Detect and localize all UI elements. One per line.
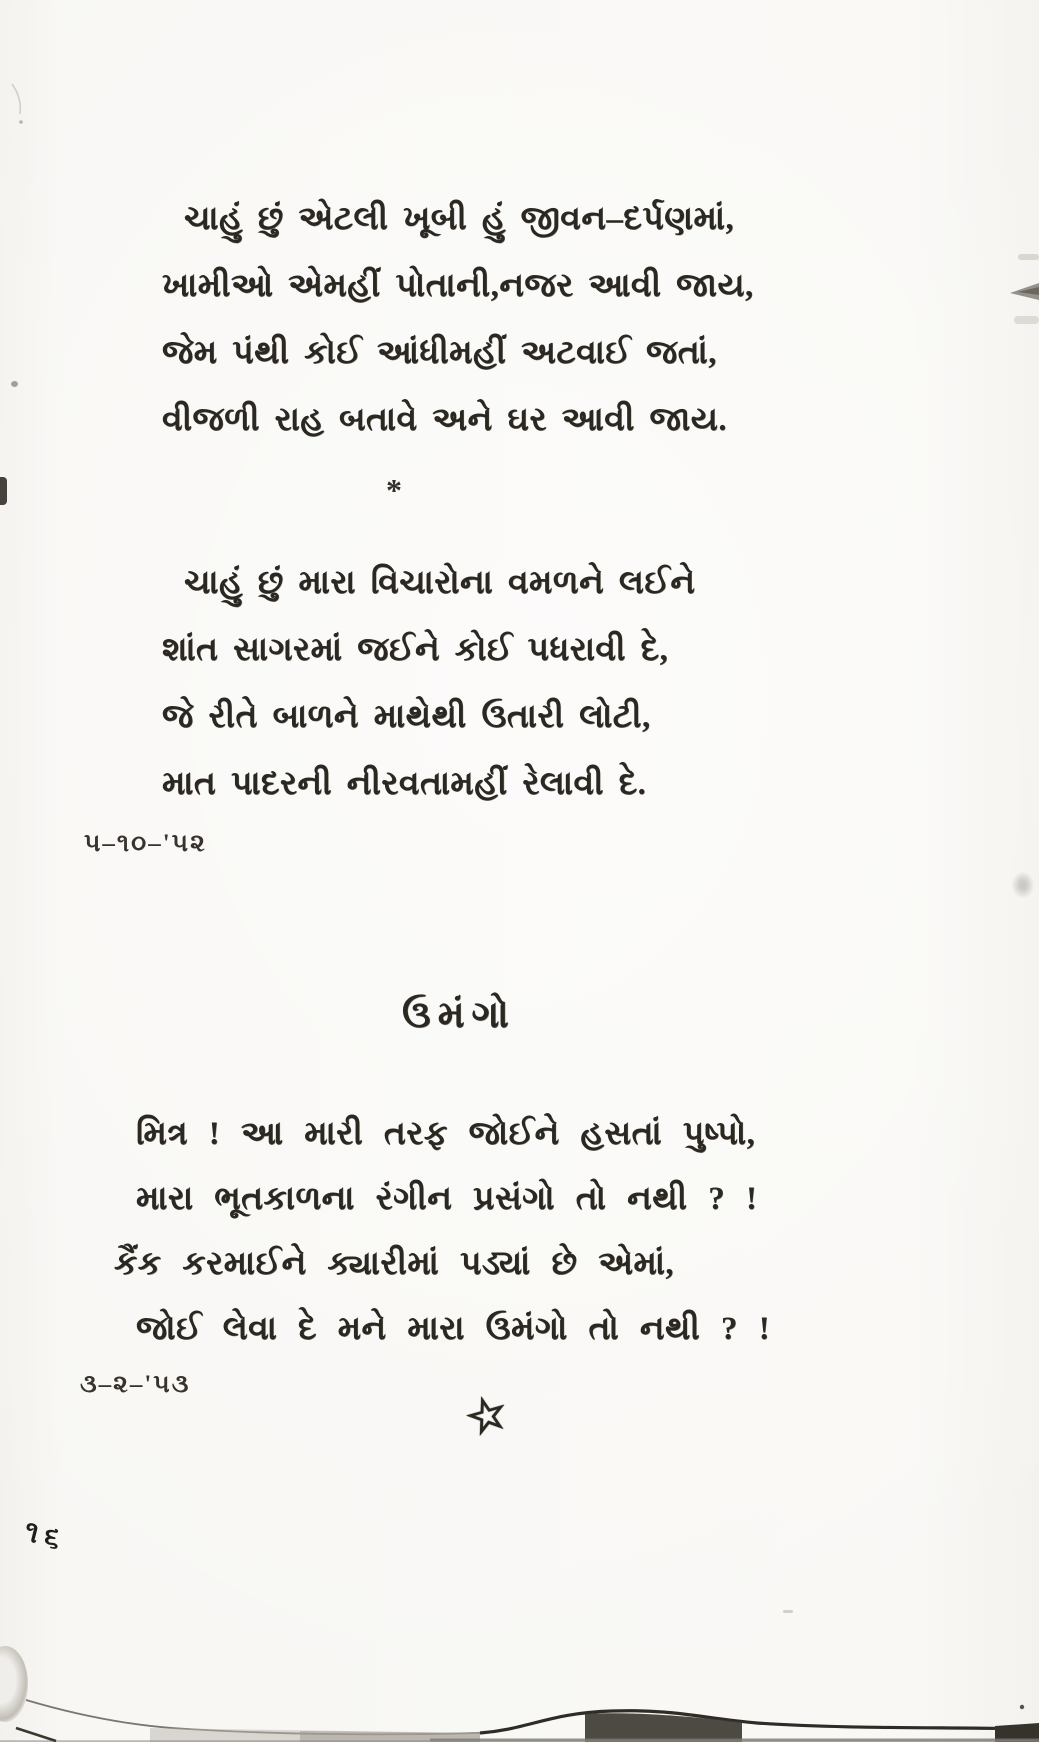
poem-line: જે રીતે બાળને માથેથી ઉતારી લોટી, bbox=[162, 699, 651, 735]
poem-date: ૩–૨–'૫૩ bbox=[80, 1371, 191, 1398]
poem-line: માત પાદરની નીરવતામહીં રેલાવી દે. bbox=[162, 766, 647, 802]
scan-smudge-right-edge bbox=[1000, 248, 1039, 338]
poem-line: વીજળી રાહ બતાવે અને ઘર આવી જાય. bbox=[162, 402, 728, 438]
scan-bottom-shadow bbox=[0, 1682, 1039, 1742]
poem-line: શાંત સાગરમાં જઈને કોઈ પધરાવી દે, bbox=[162, 632, 669, 668]
scan-squiggle-top-left bbox=[4, 80, 44, 136]
poem-line: ખામીઓ એમહીં પોતાની,નજર આવી જાય, bbox=[162, 268, 754, 304]
stanza-separator-asterisk: * bbox=[386, 472, 402, 508]
poem-line: જેમ પંથી કોઈ આંધીમહીં અટવાઈ જતાં, bbox=[162, 335, 717, 371]
poem-date: ૫–૧૦–'૫૨ bbox=[84, 830, 207, 857]
scan-smudge bbox=[1012, 872, 1034, 898]
poem-line: મારા ભૂતકાળના રંગીન પ્રસંગો તો નથી ? ! bbox=[136, 1181, 758, 1217]
scan-edge-mark bbox=[0, 477, 7, 505]
poem-stanza-1 bbox=[162, 188, 754, 456]
page-number: ૧૬ bbox=[20, 1515, 70, 1557]
page-curl-shadow bbox=[0, 1646, 28, 1722]
poem-line: ચાહું છું એટલી ખૂબી હું જીવન–દર્પણમાં, bbox=[184, 201, 735, 237]
poem-line: જોઈ લેવા દે મને મારા ઉમંગો તો નથી ? ! bbox=[136, 1311, 771, 1347]
poem-stanza-2 bbox=[162, 552, 695, 820]
poem-line: કૈંક કરમાઈને ક્યારીમાં પડ્યાં છે એમાં, bbox=[114, 1246, 675, 1282]
star-ornament-icon: ☆ bbox=[459, 1385, 514, 1446]
poem-line: મિત્ર ! આ મારી તરફ જોઈને હસતાં પુષ્પો, bbox=[136, 1116, 756, 1152]
scan-dash bbox=[783, 1610, 793, 1613]
poem-title: ઉમંગો bbox=[402, 994, 516, 1036]
poem-stanza-3 bbox=[114, 1103, 771, 1363]
poem-line: ચાહું છું મારા વિચારોના વમળને લઈને bbox=[184, 565, 696, 601]
scan-dot bbox=[11, 381, 18, 387]
